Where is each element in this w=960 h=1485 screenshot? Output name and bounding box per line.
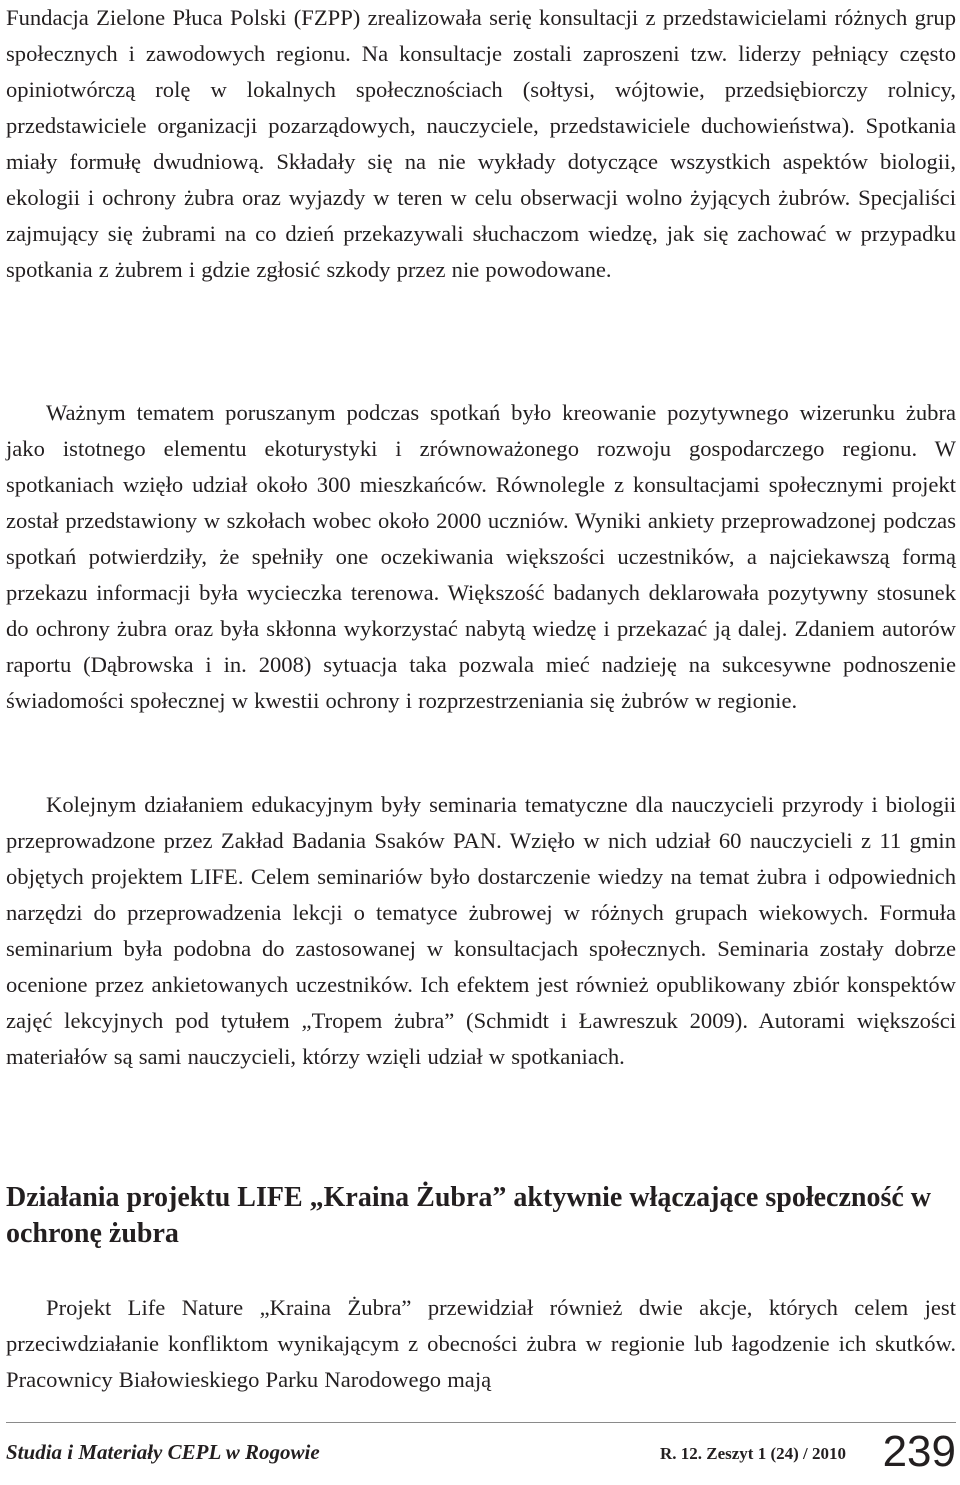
footer-divider xyxy=(6,1422,956,1423)
paragraph-life-nature-project: Projekt Life Nature „Kraina Żubra” przewidział również dwie akcje, których celem jest przeciwdziałanie konfliktom wynikającym z obecności żubra w regionie lub łagodzenie ich skutków. Pracownicy Białowieskiego Parku Narodowego mają xyxy=(6,1295,956,1392)
paragraph-positive-image: Ważnym tematem poruszanym podczas spotkań było kreowanie pozytywnego wizerunku żubra jako istotnego elementu ekoturystyki i zrównoważonego rozwoju gospodarczego regionu. W spotkaniach wzięło udział około 300 mieszkańców. Równolegle z konsultacjami społecznymi projekt został przedstawiony w szkołach wobec około 2000 uczniów. Wyniki ankiety przeprowadzonej podczas spotkań potwierdziły, że spełniły one oczekiwania większości uczestników, a najciekawszą formą przekazu informacji była wycieczka terenowa. Większość badanych deklarowała pozytywny stosunek do ochrony żubra oraz była skłonna wykorzystać nabytą wiedzę i przekazać ją dalej. Zdaniem autorów raportu (Dąbrowska i in. 2008) sytuacja taka pozwala mieć nadzieję na sukcesywne podnoszenie świadomości społecznej w kwestii ochrony i rozprzestrzeniania się żubrów w regionie. xyxy=(6,400,956,713)
journal-title: Studia i Materiały CEPL w Rogowie xyxy=(6,1440,320,1464)
paragraph-teacher-seminars: Kolejnym działaniem edukacyjnym były seminaria tematyczne dla nauczycieli przyrody i biologii przeprowadzone przez Zakład Badania Ssaków PAN. Wzięło w nich udział 60 nauczycieli z 11 gmin objętych projektem LIFE. Celem seminariów było dostarczenie wiedzy na temat żubra i odpowiednich narzędzi do przeprowadzenia lekcji o tematyce żubrowej w różnych grupach wiekowych. Formuła seminarium była podobna do zastosowanej w konsultacjach społecznych. Seminaria zostały dobrze ocenione przez ankietowanych uczestników. Ich efektem jest również opublikowany zbiór konspektów zajęć lekcyjnych pod tytułem „Tropem żubra” (Schmidt i Ławreszuk 2009). Autorami większości materiałów są sami nauczycieli, którzy wzięli udział w spotkaniach. xyxy=(6,792,956,1069)
page-number: 239 xyxy=(882,1427,956,1476)
paragraph-fzpp-consultations: Fundacja Zielone Płuca Polski (FZPP) zrealizowała serię konsultacji z przedstawicielami różnych grup społecznych i zawodowych regionu. Na konsultacje zostali zaproszeni tzw. liderzy pełniący często opiniotwórczą rolę w lokalnych społecznościach (sołtysi, wójtowie, przedsiębiorczy rolnicy, przedstawiciele organizacji pozarządowych, nauczyciele, przedstawiciele duchowieństwa). Spotkania miały formułę dwudniową. Składały się na nie wykłady dotyczące wszystkich aspektów biologii, ekologii i ochrony żubra oraz wyjazdy w teren w celu obserwacji wolno żyjących żubrów. Specjaliści zajmujący się żubrami na co dzień przekazywali słuchaczom wiedzę, jak się zachować w przypadku spotkania z żubrem i gdzie zgłosić szkody przez nie powodowane. xyxy=(6,5,956,282)
section-heading: Działania projektu LIFE „Kraina Żubra” aktywnie włączające społeczność w ochronę żubra xyxy=(6,1182,932,1249)
issue-info: R. 12. Zeszyt 1 (24) / 2010 xyxy=(659,1444,846,1463)
page-footer xyxy=(6,1427,956,1480)
